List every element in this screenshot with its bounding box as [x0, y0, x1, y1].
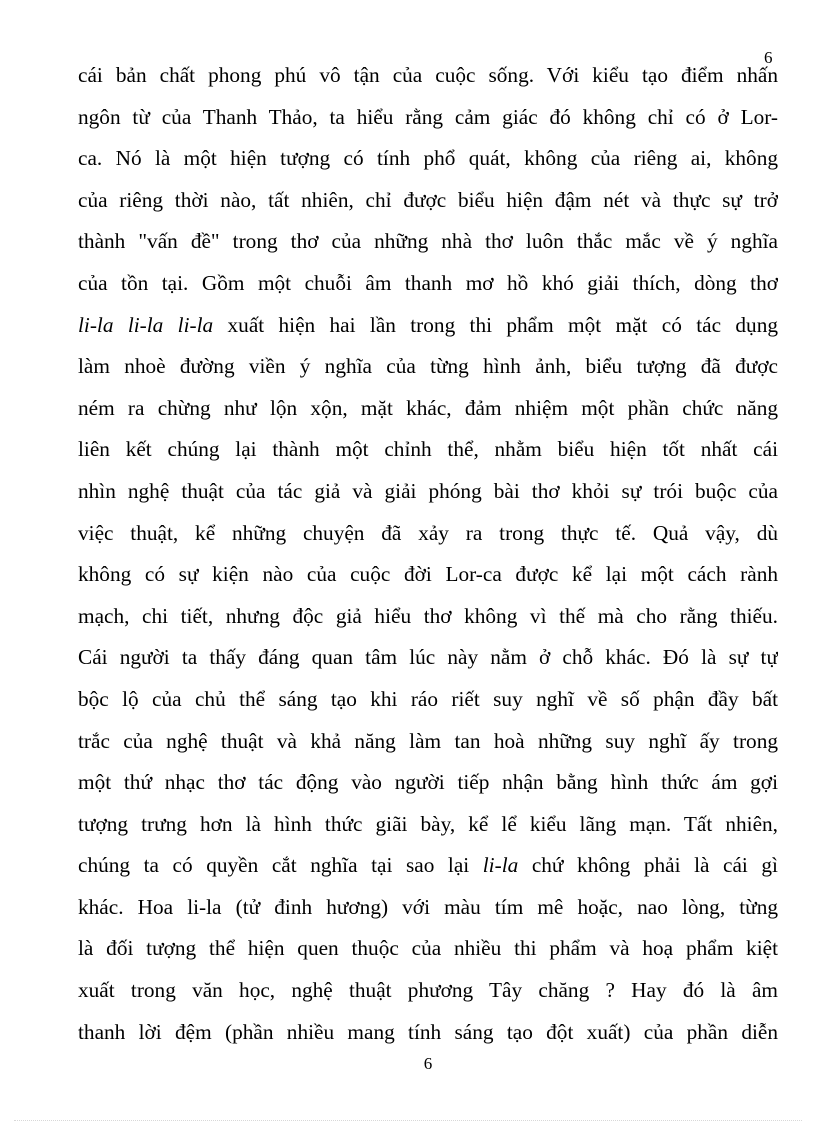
text-line: cái bản chất phong phú vô tận của cuộc sống. Với kiểu tạo điểm nhấn	[78, 63, 778, 87]
text-line: nhìn nghệ thuật của tác giả và giải phóng bài thơ khỏi sự trói buộc của	[78, 478, 778, 503]
text-line: thành "vấn đề" trong thơ của những nhà thơ luôn thắc mắc về ý nghĩa	[78, 229, 778, 254]
text-line: là đối tượng thể hiện quen thuộc của nhiều thi phẩm và hoạ phẩm kiệt	[78, 936, 778, 961]
text-line: ca. Nó là một hiện tượng có tính phổ quát, không của riêng ai, không	[78, 146, 778, 171]
text-line: việc thuật, kể những chuyện đã xảy ra trong thực tế. Quả vậy, dù	[78, 520, 778, 545]
text-line: ngôn từ của Thanh Thảo, ta hiểu rằng cảm giác đó không chỉ có ở Lor-	[78, 104, 778, 129]
text-line: Cái người ta thấy đáng quan tâm lúc này nằm ở chỗ khác. Đó là sự tự	[78, 645, 778, 670]
text-line: không có sự kiện nào của cuộc đời Lor-ca được kể lại một cách rành	[78, 562, 778, 587]
text-line: của riêng thời nào, tất nhiên, chỉ được biểu hiện đậm nét và thực sự trở	[78, 187, 778, 212]
body-paragraph	[78, 55, 778, 1053]
text-line: của tồn tại. Gồm một chuỗi âm thanh mơ hồ khó giải thích, dòng thơ	[78, 270, 778, 295]
text-line: thanh lời đệm (phần nhiều mang tính sáng tạo đột xuất) của phần diễn	[78, 1019, 778, 1044]
text-line: một thứ nhạc thơ tác động vào người tiếp nhận bằng hình thức ám gợi	[78, 770, 778, 795]
text-line: bộc lộ của chủ thể sáng tạo khi ráo riết suy nghĩ về số phận đầy bất	[78, 686, 778, 711]
page-number-bottom: 6	[423, 1054, 433, 1073]
text-line: khác. Hoa li-la (tử đinh hương) với màu tím mê hoặc, nao lòng, từng	[78, 894, 778, 919]
text-line: xuất trong văn học, nghệ thuật phương Tây chăng ? Hay đó là âm	[78, 978, 778, 1003]
text-line: ném ra chừng như lộn xộn, mặt khác, đảm nhiệm một phần chức năng	[78, 395, 778, 420]
text-line: liên kết chúng lại thành một chỉnh thể, nhằm biểu hiện tốt nhất cái	[78, 437, 778, 462]
page-number-top: 6	[764, 48, 773, 67]
italic-phrase: li-la	[482, 853, 519, 878]
text-line: trắc của nghệ thuật và khả năng làm tan hoà những suy nghĩ ấy trong	[78, 728, 778, 753]
text-line: tượng trưng hơn là hình thức giãi bày, kể lể kiểu lãng mạn. Tất nhiên,	[78, 811, 778, 836]
text-line: mạch, chi tiết, nhưng độc giả hiểu thơ không vì thế mà cho rằng thiếu.	[78, 603, 778, 628]
text-line: li-la li-la li-la xuất hiện hai lần trong thi phẩm một mặt có tác dụng	[78, 312, 778, 337]
page-edge-divider	[14, 1120, 802, 1121]
text-line: làm nhoè đường viền ý nghĩa của từng hình ảnh, biểu tượng đã được	[78, 354, 778, 379]
italic-phrase: li-la li-la li-la	[78, 312, 214, 337]
text-line: chúng ta có quyền cắt nghĩa tại sao lại li-la chứ không phải là cái gì	[78, 853, 778, 878]
